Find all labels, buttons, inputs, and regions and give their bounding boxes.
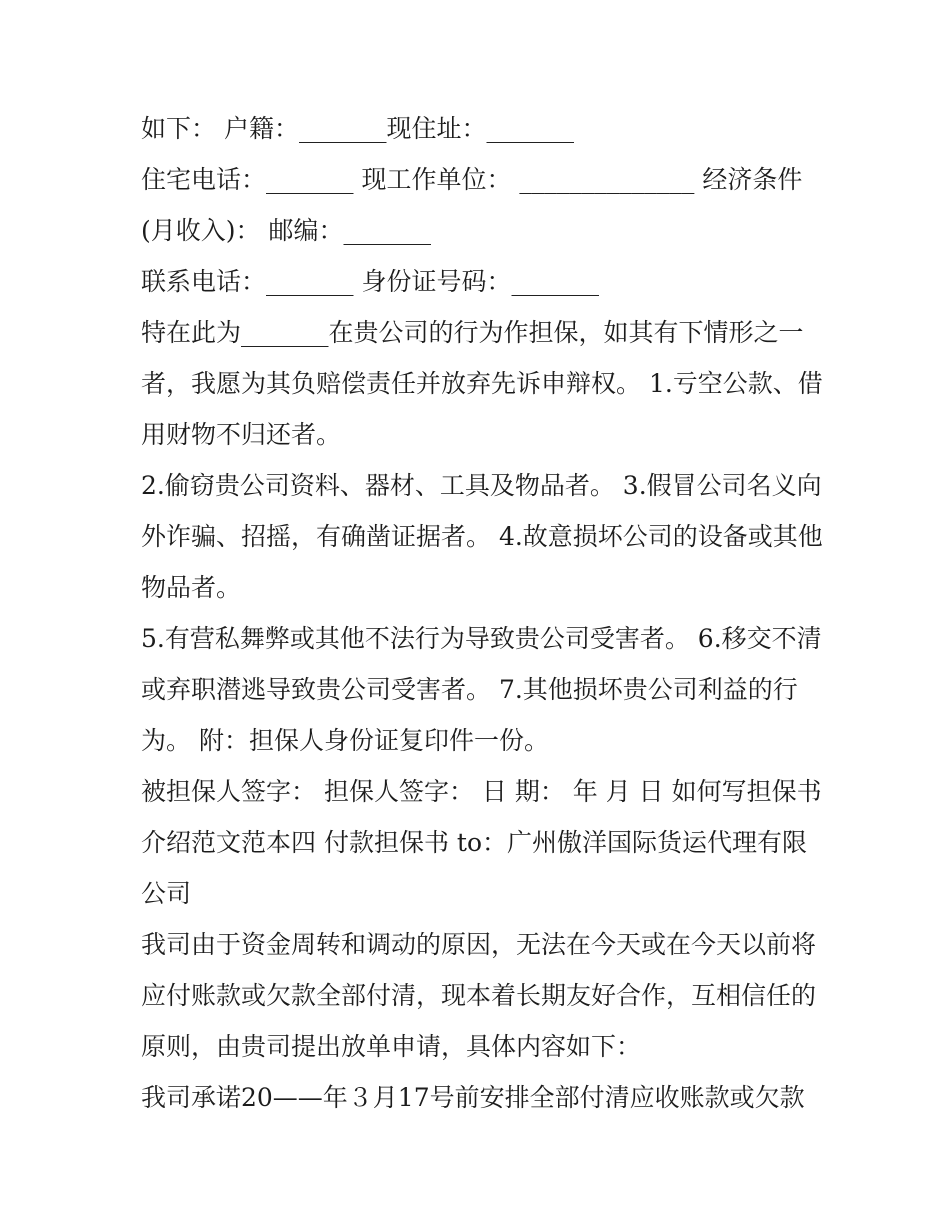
- text-line: 5.有营私舞弊或其他不法行为导致贵公司受害者。 6.移交不清: [141, 624, 822, 653]
- text-line: 特在此为_______在贵公司的行为作担保，如其有下情形之一: [141, 318, 804, 347]
- text-line: 应付账款或欠款全部付清，现本着长期友好合作，互相信任的: [141, 981, 817, 1010]
- text-line: 住宅电话：_______ 现工作单位： ______________ 经济条件: [141, 165, 803, 194]
- text-line: 我司承诺20——年３月17号前安排全部付清应收账款或欠款: [141, 1083, 805, 1112]
- text-line: 如下： 户籍：_______现住址：_______: [141, 114, 574, 143]
- text-line: 我司由于资金周转和调动的原因，无法在今天或在今天以前将: [141, 930, 817, 959]
- text-line: (月收入)： 邮编：_______: [141, 216, 431, 245]
- text-line: 2.偷窃贵公司资料、器材、工具及物品者。 3.假冒公司名义向: [141, 471, 822, 500]
- text-line: 者，我愿为其负赔偿责任并放弃先诉申辩权。 1.亏空公款、借: [141, 369, 823, 398]
- text-line: 联系电话：_______ 身份证号码：_______: [141, 267, 599, 296]
- text-line: 公司: [141, 879, 192, 908]
- text-line: 用财物不归还者。: [141, 420, 342, 449]
- text-line: 被担保人签字： 担保人签字： 日 期： 年 月 日 如何写担保书: [141, 777, 822, 806]
- text-line: 为。 附：担保人身份证复印件一份。: [141, 726, 549, 755]
- text-line: 原则，由贵司提出放单申请，具体内容如下：: [141, 1032, 642, 1061]
- text-line: 或弃职潜逃导致贵公司受害者。 7.其他损坏贵公司利益的行: [141, 675, 798, 704]
- text-line: 外诈骗、招摇，有确凿证据者。 4.故意损坏公司的设备或其他: [141, 522, 823, 551]
- text-line: 介绍范文范本四 付款担保书 to：广州傲洋国际货运代理有限: [141, 828, 807, 857]
- text-line: 物品者。: [141, 573, 242, 602]
